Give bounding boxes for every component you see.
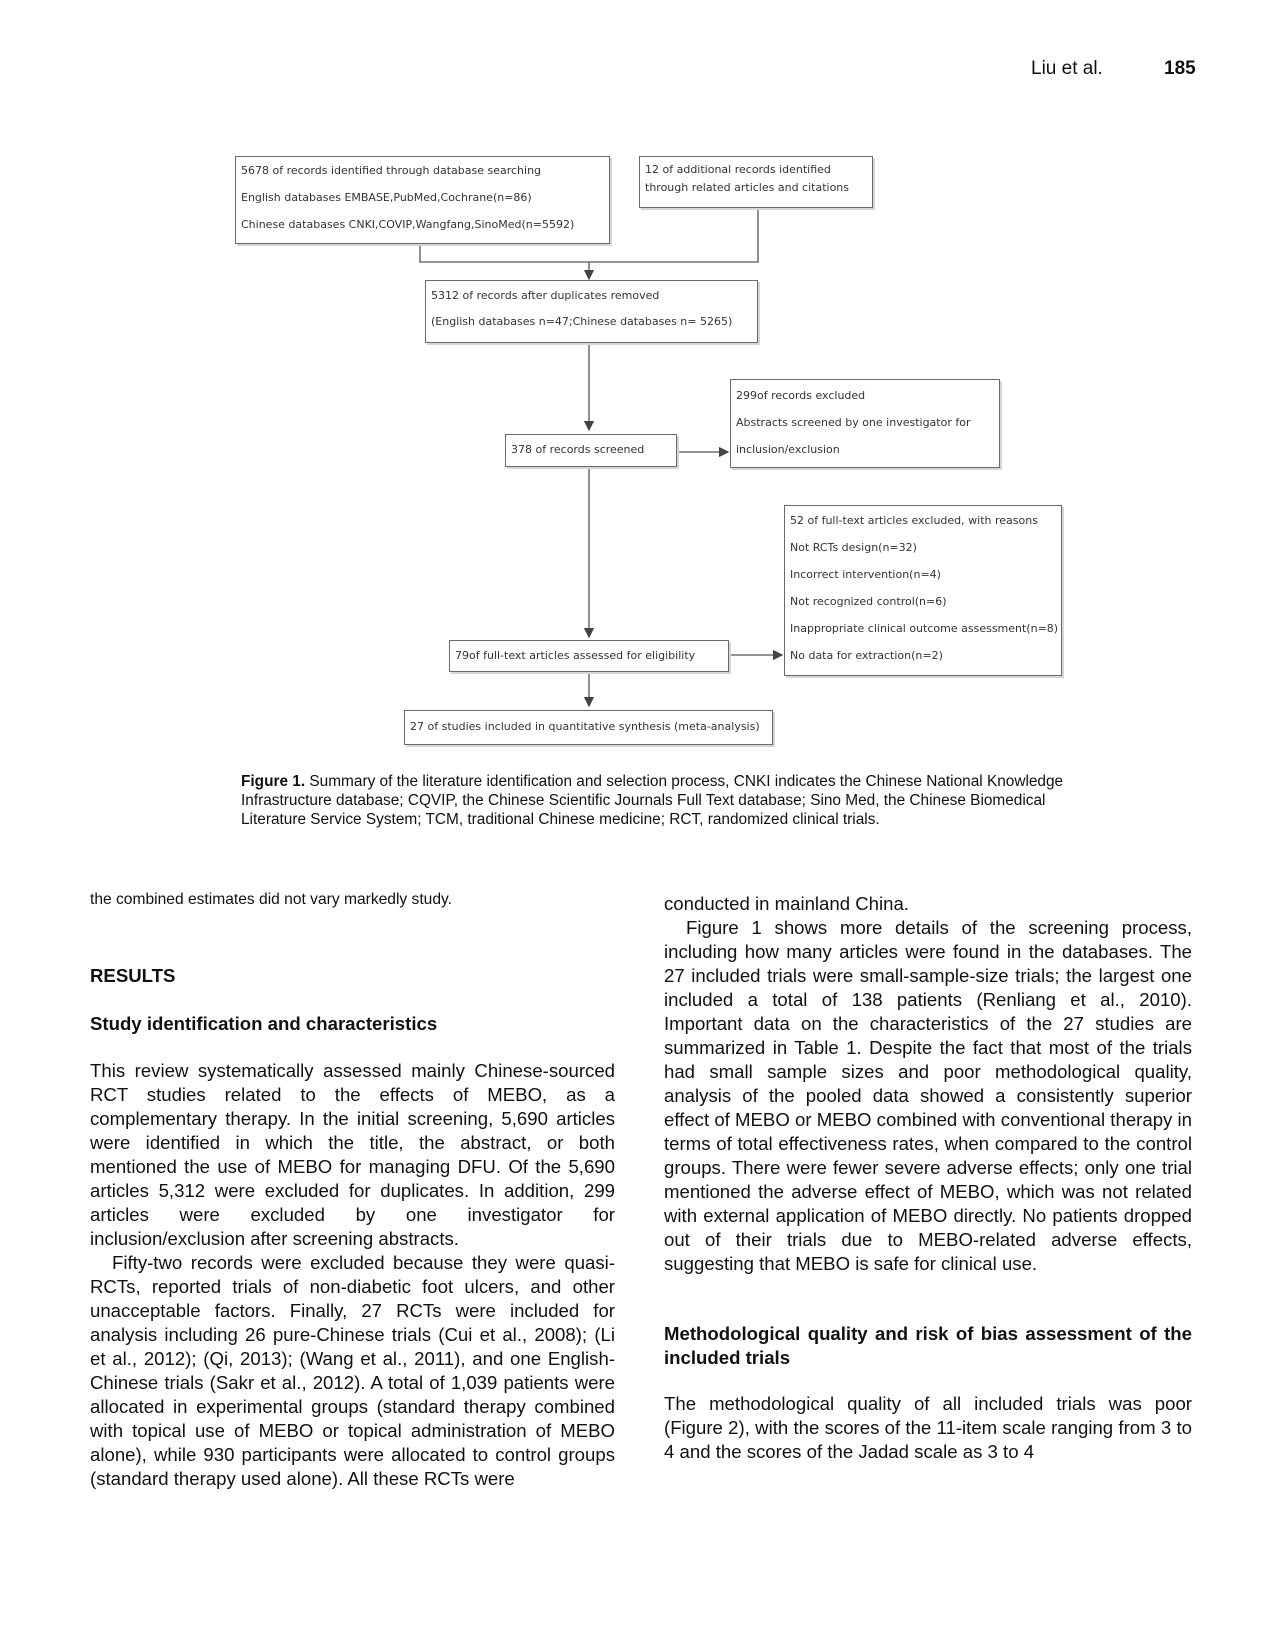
additional-line-1: 12 of additional records identified [645,163,831,176]
figure-label: Figure 1. [241,773,306,790]
figure-caption-text: Summary of the literature identification and selection process, CNKI indicates the Chinese National Knowledge Infrastructure database; CQVIP, the Chinese Scientific Journals Full Text database; Sino Med, the Chinese Biomedical Literature Service System; TCM, traditional Chinese medicine; RCT, randomized clinical trials. [241,773,1064,828]
identified-line-1: 5678 of records identified through database searching [241,164,542,177]
fulltext-excluded-line-6: No data for extraction(n=2) [790,649,943,662]
screened-line-1: 378 of records screened [511,443,645,456]
after-duplicates-box [425,280,758,343]
page-number: 185 [1164,58,1196,79]
fulltext-excluded-line-3: Incorrect intervention(n=4) [790,568,941,581]
subheading-study-identification: Study identification and characteristics [90,1013,438,1034]
identified-line-2: English databases EMBASE,PubMed,Cochrane(n=86) [241,191,532,204]
fulltext-excluded-box [784,505,1062,676]
additional-box [639,156,873,208]
running-author: Liu et al. [1031,58,1103,79]
paragraph-quality: The methodological quality of all included trials was poor (Figure 2), with the scores of the 11-item scale ranging from 3 to 4 and the scores of the Jadad scale as 3 to 4 [664,1393,1192,1462]
subheading-methodological-quality: Methodological quality and risk of bias assessment of the included trials [664,1323,1192,1368]
excluded-records-line-3: inclusion/exclusion [736,443,840,456]
figure-caption [241,772,1095,829]
fulltext-excluded-line-4: Not recognized control(n=6) [790,595,947,608]
right-column [664,892,1192,1464]
excluded-records-line-1: 299of records excluded [736,389,866,402]
section-heading: RESULTS [90,965,176,986]
excluded-records-line-2: Abstracts screened by one investigator for [736,416,971,429]
paragraph-screening: This review systematically assessed mainly Chinese-sourced RCT studies related to the effects of MEBO, as a complementary therapy. In the initial screening, 5,690 articles were identified in which the title, the abstract, or both mentioned the use of MEBO for managing DFU. Of the 5,690 articles 5,312 were excluded for duplicates. In addition, 299 articles were excluded by one investigator for inclusion/exclusion after screening abstracts. [90,1060,615,1249]
prisma-flowchart [0,0,1275,770]
lead-sentence: the combined estimates did not vary markedly study. [90,891,452,908]
identified-line-3: Chinese databases CNKI,COVIP,Wangfang,SinoMed(n=5592) [241,218,575,231]
screened-box [505,434,677,467]
eligibility-box [449,640,729,672]
included-line-1: 27 of studies included in quantitative synthesis (meta-analysis) [410,720,760,733]
fulltext-excluded-line-5: Inappropriate clinical outcome assessment(n=8) [790,622,1059,635]
included-box [404,710,773,745]
paragraph-figure-details: Figure 1 shows more details of the screening process, including how many articles were found in the databases. The 27 included trials were small-sample-size trials; the largest one included a total of 138 patients (Renliang et al., 2010). Important data on the characteristics of the 27 studies are summarized in Table 1. Despite the fact that most of the trials had small sample sizes and poor methodological quality, analysis of the pooled data showed a consistently superior effect of MEBO or MEBO combined with conventional therapy in terms of total effectiveness rates, when compared to the control groups. There were fewer severe adverse effects; only one trial mentioned the adverse effect of MEBO, which was not related with external application of MEBO directly. No patients dropped out of their trials due to MEBO-related adverse effects, suggesting that MEBO is safe for clinical use. [664,917,1192,1274]
fulltext-excluded-line-2: Not RCTs design(n=32) [790,541,917,554]
fulltext-excluded-line-1: 52 of full-text articles excluded, with reasons [790,514,1038,527]
left-column [90,888,615,1491]
paragraph-continuation: conducted in mainland China. [664,893,909,914]
after-duplicates-line-2: (English databases n=47;Chinese databases n= 5265) [431,315,733,328]
after-duplicates-line-1: 5312 of records after duplicates removed [431,289,660,302]
excluded-records-box [730,379,1000,468]
paragraph-exclusions: Fifty-two records were excluded because they were quasi-RCTs, reported trials of non-diabetic foot ulcers, and other unacceptable factors. Finally, 27 RCTs were included for analysis including 26 pure-Chinese trials (Cui et al., 2008); (Li et al., 2012); (Qi, 2013); (Wang et al., 2011), and one English-Chinese trials (Sakr et al., 2012). A total of 1,039 patients were allocated in experimental groups (standard therapy combined with topical use of MEBO or topical administration of MEBO alone), while 930 participants were allocated to control groups (standard therapy used alone). All these RCTs were [90,1252,615,1489]
eligibility-line-1: 79of full-text articles assessed for eligibility [455,649,696,662]
additional-line-2: through related articles and citations [645,181,850,194]
identified-box [235,156,610,244]
